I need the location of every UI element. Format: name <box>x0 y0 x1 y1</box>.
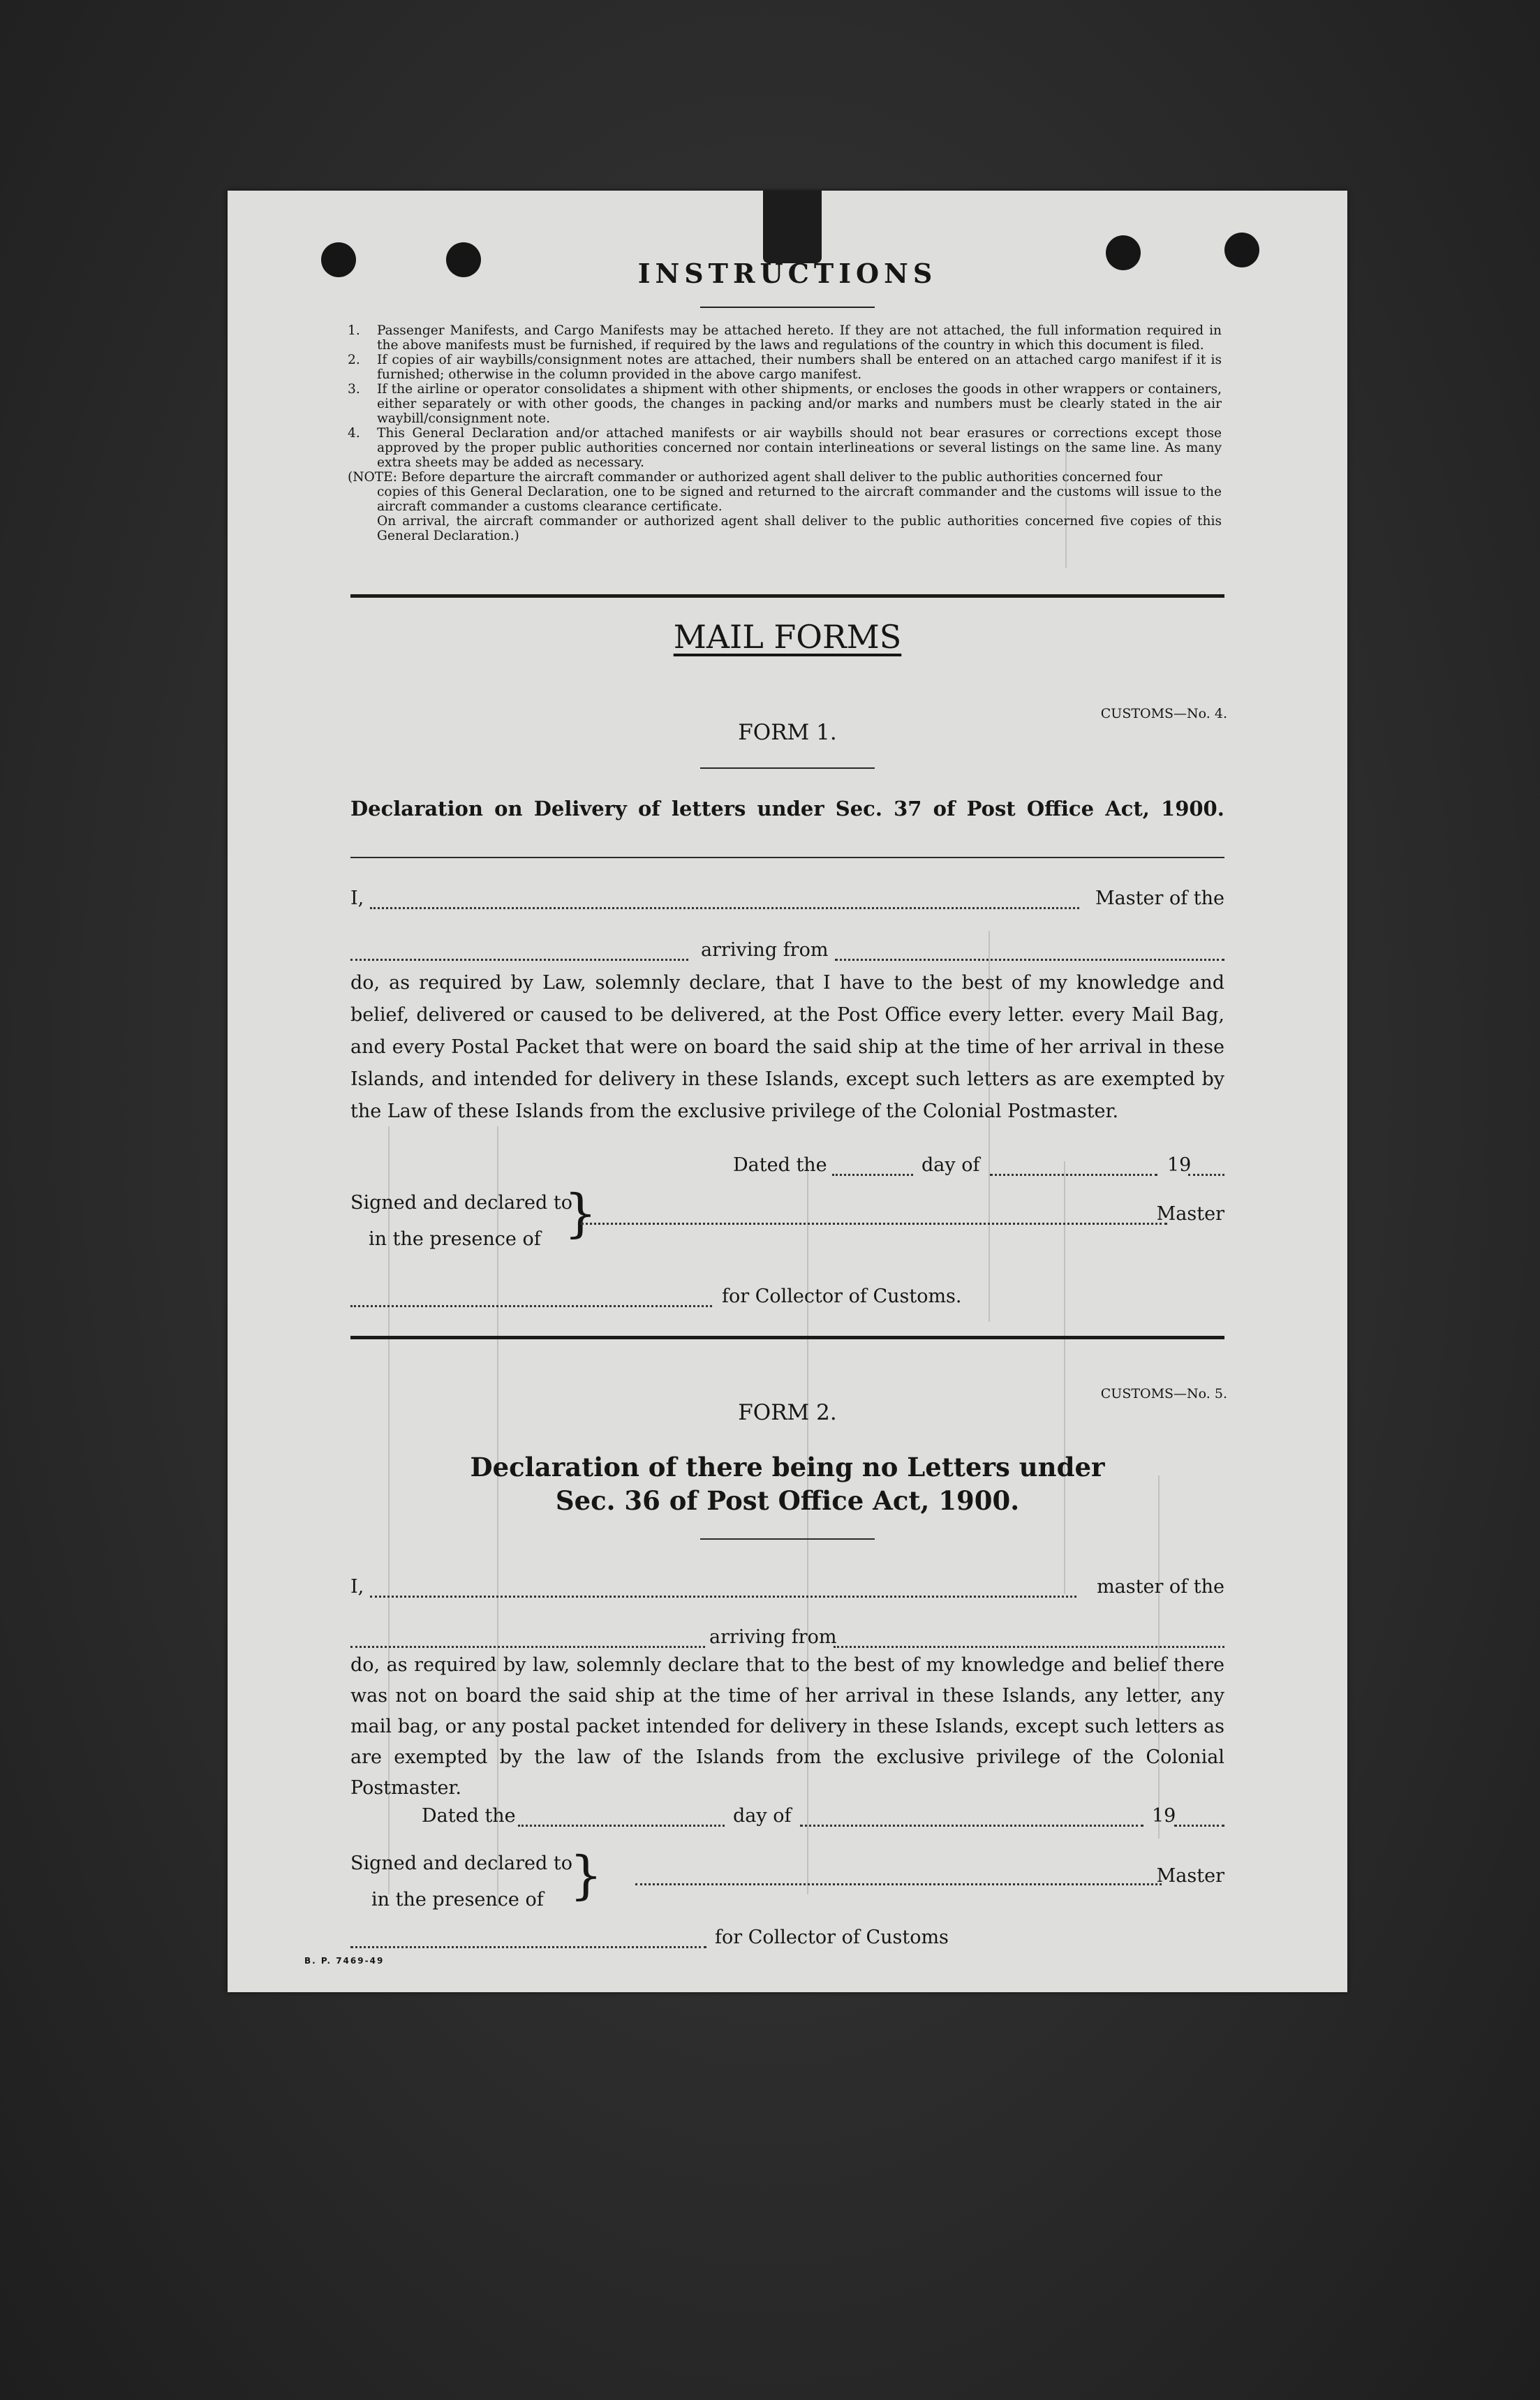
item-number: 3. <box>348 382 360 397</box>
divider <box>350 857 1224 858</box>
heading-word: on <box>494 797 523 820</box>
heading-word: 37 <box>894 797 922 820</box>
list-item <box>348 426 1222 470</box>
date-month-field[interactable] <box>990 1174 1157 1176</box>
heading-word: Delivery <box>533 797 627 820</box>
divider <box>700 767 875 769</box>
heading-word: of <box>933 797 956 820</box>
ship-name-field[interactable] <box>350 1646 705 1648</box>
document-sheet <box>228 191 1347 1992</box>
form-2-declaration-heading <box>228 1450 1347 1517</box>
heading-word: letters <box>671 797 746 820</box>
form-2-body: do, as required by law, solemnly declare that to the best of my knowledge and belief there was not on board the said ship at the time of her arrival in these Islands, any letter, any mail bag, or any postal packet intended for delivery in these Islands, except such letters as are exempted by the law of the Islands from the exclusive privilege of the Colonial Postmaster. <box>350 1654 1224 1799</box>
instructions-list <box>348 323 1222 543</box>
label-dated-the: Dated the <box>733 1154 827 1176</box>
label-master-of-the: Master of the <box>1095 888 1224 909</box>
date-year-field[interactable] <box>1174 1825 1224 1827</box>
date-day-field[interactable] <box>518 1825 725 1827</box>
instructions-title: INSTRUCTIONS <box>637 258 938 289</box>
mail-forms-title: MAIL FORMS <box>673 618 902 656</box>
label-presence-of: in the presence of <box>369 1228 541 1250</box>
label-year: 19 <box>1152 1805 1176 1827</box>
collector-signature-field[interactable] <box>350 1305 712 1307</box>
customs-number: CUSTOMS—No. 5. <box>1100 1386 1227 1401</box>
item-number: 4. <box>348 426 360 441</box>
section-divider <box>350 1336 1224 1339</box>
date-year-field[interactable] <box>1188 1174 1224 1176</box>
label-i: I, <box>350 888 364 909</box>
collector-signature-field[interactable] <box>350 1946 706 1948</box>
note-arrival-text: On arrival, the aircraft commander or authorized agent shall deliver to the public authorities concerned five copies of this General Declaration.) <box>377 514 1222 543</box>
heading-line: Declaration of there being no Letters under <box>470 1452 1105 1482</box>
heading-word: under <box>757 797 824 820</box>
form-code: B. P. 7469-49 <box>304 1956 385 1966</box>
master-name-field[interactable] <box>370 1596 1076 1598</box>
instructions-note <box>348 470 1222 543</box>
section-divider <box>350 594 1224 598</box>
heading-word: Sec. <box>835 797 882 820</box>
label-year: 19 <box>1167 1154 1192 1176</box>
item-text: Passenger Manifests, and Cargo Manifests may be attached hereto. If they are not attached, the full information required in the above manifests must be furnished, if required by the laws and regulations of the country in which this document is filed. <box>377 323 1222 353</box>
label-dated-the: Dated the <box>422 1805 516 1827</box>
item-text: If the airline or operator consolidates a shipment with other shipments, or encloses the goods in other wrappers or containers, either separately or with other goods, the changes in packing and/or marks and numbers must be clearly stated in the air waybill/consignment note. <box>377 382 1222 426</box>
form-1-title: FORM 1. <box>738 720 837 745</box>
divider <box>700 307 875 308</box>
item-number: 1. <box>348 323 360 338</box>
label-i: I, <box>350 1576 364 1598</box>
note-first-line: (NOTE: Before departure the aircraft commander or authorized agent shall deliver to the public authorities concerned four <box>348 470 1163 485</box>
item-text: This General Declaration and/or attached manifests or air waybills should not bear erasures or corrections except those approved by the proper public authorities concerned nor contain interlineations or several listings on the same line. As many extra sheets may be added as necessary. <box>377 426 1222 470</box>
label-master-of-the: master of the <box>1097 1576 1224 1598</box>
heading-word: Office <box>1026 797 1095 820</box>
label-day-of: day of <box>733 1805 792 1827</box>
form-1-declaration-heading <box>350 797 1224 820</box>
form-1-body: do, as required by Law, solemnly declare, that I have to the best of my knowledge and belief, delivered or caused to be delivered, at the Post Office every letter. every Mail Bag, and every Postal Packet that were on board the said ship at the time of her arrival in these Islands, and intended for delivery in these Islands, except such letters as are exempted by the Law of these Islands from the exclusive privilege of the Colonial Postmaster. <box>350 972 1224 1122</box>
label-master: Master <box>1156 1203 1224 1225</box>
label-collector: for Collector of Customs <box>715 1927 949 1948</box>
date-month-field[interactable] <box>800 1825 1143 1827</box>
label-day-of: day of <box>921 1154 980 1176</box>
customs-number: CUSTOMS—No. 4. <box>1100 706 1227 721</box>
heading-word: Post <box>966 797 1016 820</box>
heading-word: 1900. <box>1161 797 1224 820</box>
label-master: Master <box>1156 1865 1224 1887</box>
label-presence-of: in the presence of <box>371 1889 544 1911</box>
staple-mark <box>763 191 822 263</box>
arriving-from-field[interactable] <box>834 1646 1224 1648</box>
master-signature-field[interactable] <box>581 1223 1167 1225</box>
ship-name-field[interactable] <box>350 959 688 961</box>
date-day-field[interactable] <box>832 1174 913 1176</box>
item-number: 2. <box>348 353 360 367</box>
label-arriving-from: arriving from <box>709 1626 837 1648</box>
label-signed-declared: Signed and declared to <box>350 1192 572 1214</box>
arriving-from-field[interactable] <box>835 959 1224 961</box>
brace-icon: } <box>570 1846 603 1906</box>
label-collector: for Collector of Customs. <box>722 1286 962 1307</box>
label-signed-declared: Signed and declared to <box>350 1853 572 1874</box>
heading-line: Sec. 36 of Post Office Act, 1900. <box>555 1485 1020 1516</box>
master-signature-field[interactable] <box>635 1883 1162 1885</box>
brace-icon: } <box>564 1184 598 1244</box>
master-name-field[interactable] <box>370 907 1079 909</box>
heading-word: Declaration <box>350 797 483 820</box>
note-text: copies of this General Declaration, one to be signed and returned to the aircraft commander and the customs will issue to the aircraft commander a customs clearance certificate. <box>377 485 1222 514</box>
heading-word: Act, <box>1105 797 1150 820</box>
heading-word: of <box>637 797 660 820</box>
item-text: If copies of air waybills/consignment notes are attached, their numbers shall be entered on an attached cargo manifest if it is furnished; otherwise in the column provided in the above cargo manifest. <box>377 353 1222 382</box>
divider <box>700 1538 875 1540</box>
label-arriving-from: arriving from <box>701 939 829 961</box>
form-2-title: FORM 2. <box>738 1400 837 1425</box>
list-item <box>348 382 1222 426</box>
list-item <box>348 323 1222 353</box>
list-item <box>348 353 1222 382</box>
